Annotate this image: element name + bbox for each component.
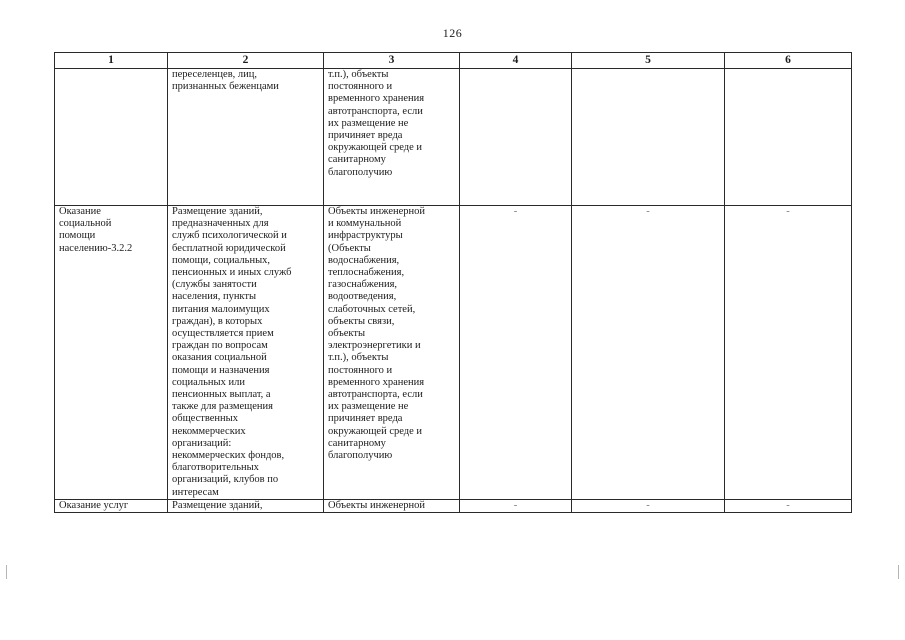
cell-col-6: - <box>725 499 852 512</box>
column-header-4: 4 <box>460 53 572 69</box>
cell-description: Размещение зданий, <box>168 499 324 512</box>
scan-edge-mark-right <box>898 565 899 579</box>
cell-land-use-type <box>55 69 168 206</box>
cell-land-use-type: Оказание социальной помощи населению-3.2.2 <box>55 206 168 500</box>
column-header-5: 5 <box>572 53 725 69</box>
cell-col-6: - <box>725 206 852 500</box>
cell-land-use-type: Оказание услуг <box>55 499 168 512</box>
column-header-1: 1 <box>55 53 168 69</box>
table-body <box>55 69 852 513</box>
scan-edge-mark-left <box>6 565 7 579</box>
page-number: 126 <box>442 26 463 40</box>
cell-auxiliary-objects: Объекты инженерной <box>324 499 460 512</box>
table-row <box>55 69 852 206</box>
cell-description: переселенцев, лиц, признанных беженцами <box>168 69 324 206</box>
table-header <box>55 53 852 69</box>
cell-col-5: - <box>572 499 725 512</box>
cell-col-5 <box>572 69 725 206</box>
cell-auxiliary-objects: Объекты инженерной и коммунальной инфраструктуры (Объекты водоснабжения, теплоснабжения, газоснабжения, водоотведения, слаботочных сетей, объекты связи, объекты электроэнергетики и т.п.), объекты постоянного и временного хранения автотранспорта, если их размещение не причиняет вреда окружающей среде и санитарному благополучию <box>324 206 460 500</box>
cell-col-4 <box>460 69 572 206</box>
header-row <box>55 53 852 69</box>
cell-col-4: - <box>460 206 572 500</box>
cell-col-5: - <box>572 206 725 500</box>
column-header-6: 6 <box>725 53 852 69</box>
cell-description: Размещение зданий, предназначенных для служб психологической и бесплатной юридической помощи, социальных, пенсионных и иных служб (службы занятости населения, пункты питания малоимущих граждан), в которых осуществляется прием граждан по вопросам оказания социальной помощи и назначения социальных или пенсионных выплат, а также для размещения общественных некоммерческих организаций: некоммерческих фондов, благотворительных организаций, клубов по интересам <box>168 206 324 500</box>
column-header-2: 2 <box>168 53 324 69</box>
table-row <box>55 206 852 500</box>
table-row <box>55 499 852 512</box>
cell-col-6 <box>725 69 852 206</box>
column-header-3: 3 <box>324 53 460 69</box>
cell-auxiliary-objects: т.п.), объекты постоянного и временного хранения автотранспорта, если их размещение не причиняет вреда окружающей среде и санитарному благополучию <box>324 69 460 206</box>
cell-col-4: - <box>460 499 572 512</box>
land-use-table <box>54 52 852 513</box>
